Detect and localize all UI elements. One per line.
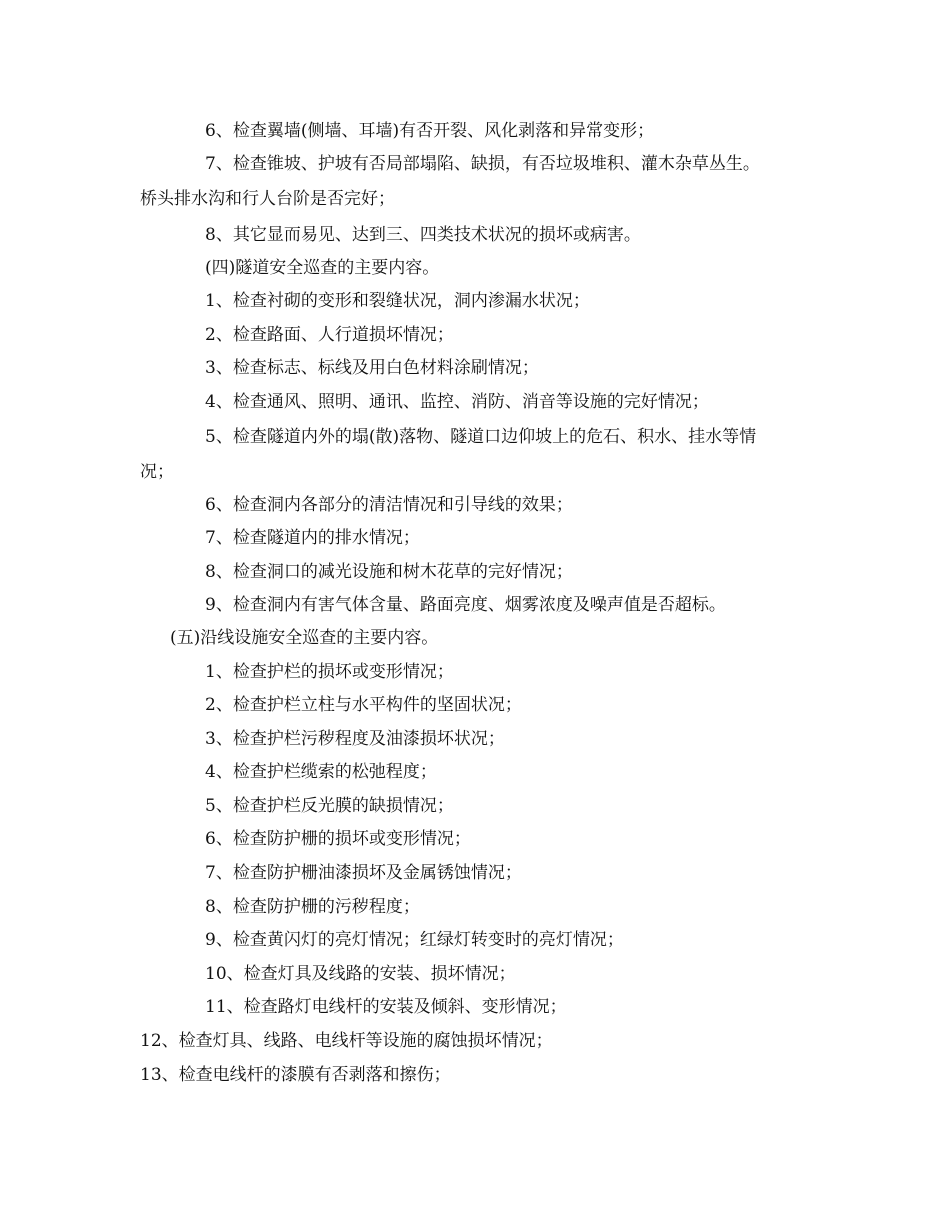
text-line: 13、检查电线杆的漆膜有否剥落和擦伤； (140, 1065, 451, 1085)
text-line: 8、检查洞口的减光设施和树木花草的完好情况； (205, 562, 573, 582)
text-line: 2、检查护栏立柱与水平构件的坚固状况； (205, 695, 522, 715)
text-line: 10、检查灯具及线路的安装、损坏情况； (205, 964, 516, 984)
text-line: 8、其它显而易见、达到三、四类技术状况的损坏或病害。 (205, 225, 641, 245)
text-line: 2、检查路面、人行道损坏情况； (205, 325, 454, 345)
text-line: 3、检查标志、标线及用白色材料涂刷情况； (205, 358, 539, 378)
text-line: 5、检查护栏反光膜的缺损情况； (205, 796, 454, 816)
text-line: 6、检查翼墙(侧墙、耳墙)有否开裂、风化剥落和异常变形； (205, 121, 655, 141)
text-line: 桥头排水沟和行人台阶是否完好； (140, 189, 395, 209)
text-line: 7、检查防护栅油漆损坏及金属锈蚀情况； (205, 863, 522, 883)
text-line: 9、检查洞内有害气体含量、路面亮度、烟雾浓度及噪声值是否超标。 (205, 595, 726, 615)
section-heading: (五)沿线设施安全巡查的主要内容。 (170, 628, 439, 648)
text-line: 6、检查洞内各部分的清洁情况和引导线的效果； (205, 495, 573, 515)
text-line: 况； (140, 462, 174, 482)
text-line: 7、检查锥坡、护坡有否局部塌陷、缺损，有否垃圾堆积、灌木杂草丛生。 (205, 154, 760, 174)
text-line: 7、检查隧道内的排水情况； (205, 528, 420, 548)
text-line: 9、检查黄闪灯的亮灯情况；红绿灯转变时的亮灯情况； (205, 930, 624, 950)
text-line: 3、检查护栏污秽程度及油漆损坏状况； (205, 729, 505, 749)
text-line: 6、检查防护栅的损坏或变形情况； (205, 829, 471, 849)
section-heading: (四)隧道安全巡查的主要内容。 (205, 258, 440, 278)
text-line: 5、检查隧道内外的塌(散)落物、隧道口边仰坡上的危石、积水、挂水等情 (205, 427, 757, 447)
text-line: 8、检查防护栅的污秽程度； (205, 897, 420, 917)
text-line: 4、检查通风、照明、通讯、监控、消防、消音等设施的完好情况； (205, 392, 709, 412)
text-line: 1、检查护栏的损坏或变形情况； (205, 662, 454, 682)
text-line: 4、检查护栏缆索的松弛程度； (205, 762, 437, 782)
text-line: 1、检查衬砌的变形和裂缝状况，洞内渗漏水状况； (205, 291, 590, 311)
text-line: 11、检查路灯电线杆的安装及倾斜、变形情况； (205, 997, 567, 1017)
text-line: 12、检查灯具、线路、电线杆等设施的腐蚀损坏情况； (140, 1031, 553, 1051)
